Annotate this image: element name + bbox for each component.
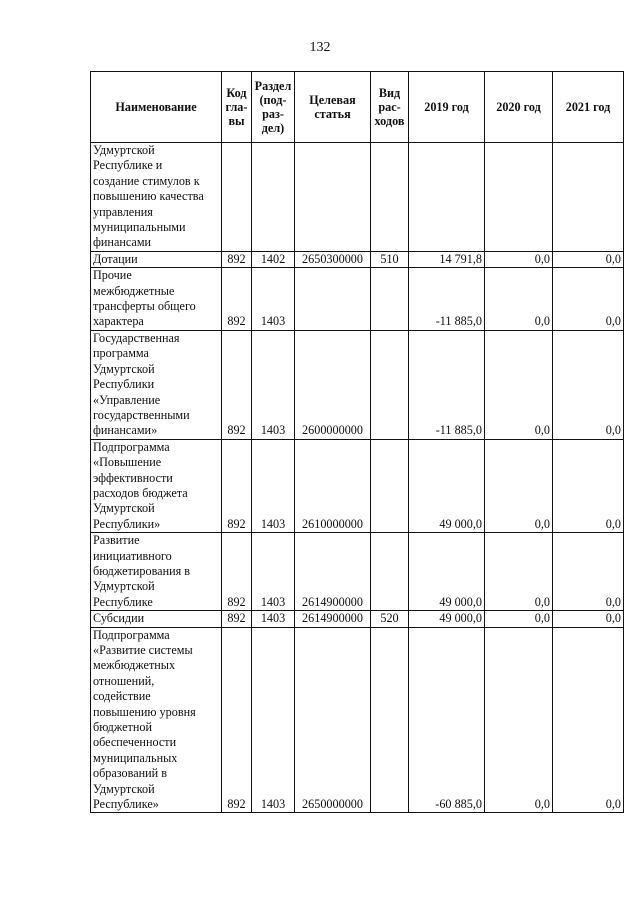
- row-section: 1403: [252, 268, 295, 331]
- row-value-2019: 49 000,0: [409, 611, 485, 627]
- row-chapter-code: 892: [222, 611, 252, 627]
- header-year-2021: 2021 год: [553, 72, 624, 143]
- row-chapter-code: 892: [222, 330, 252, 439]
- row-value-2020: 0,0: [485, 627, 553, 813]
- row-target-article: 2614900000: [295, 533, 371, 611]
- row-chapter-code: 892: [222, 251, 252, 267]
- row-expense-type: [371, 627, 409, 813]
- row-value-2021: 0,0: [553, 268, 624, 331]
- budget-table: [90, 71, 624, 813]
- row-chapter-code: 892: [222, 268, 252, 331]
- row-value-2020: [485, 143, 553, 252]
- row-target-article: 2650000000: [295, 627, 371, 813]
- row-target-article: 2650300000: [295, 251, 371, 267]
- table-row: [91, 611, 624, 627]
- row-name: Субсидии: [91, 611, 222, 627]
- row-value-2020: 0,0: [485, 251, 553, 267]
- row-expense-type: [371, 439, 409, 532]
- row-chapter-code: 892: [222, 533, 252, 611]
- row-name: Развитие инициативного бюджетирования в Удмуртской Республике: [91, 533, 222, 611]
- header-year-2020: 2020 год: [485, 72, 553, 143]
- row-value-2020: 0,0: [485, 533, 553, 611]
- row-name: Подпрограмма «Развитие системы межбюджетных отношений, содействие повышению уровня бюджетной обеспеченности муниципальных образований в Удмуртской Республике»: [91, 627, 222, 813]
- row-value-2020: 0,0: [485, 268, 553, 331]
- row-section: 1403: [252, 533, 295, 611]
- row-value-2019: 14 791,8: [409, 251, 485, 267]
- row-name: Государственная программа Удмуртской Республики «Управление государственными финансами»: [91, 330, 222, 439]
- table-row: [91, 143, 624, 252]
- header-section: Раздел (под- раз- дел): [252, 72, 295, 143]
- row-target-article: [295, 143, 371, 252]
- row-section: 1403: [252, 611, 295, 627]
- row-expense-type: 510: [371, 251, 409, 267]
- row-target-article: [295, 268, 371, 331]
- row-chapter-code: [222, 143, 252, 252]
- row-value-2019: 49 000,0: [409, 533, 485, 611]
- row-value-2021: 0,0: [553, 330, 624, 439]
- row-target-article: 2614900000: [295, 611, 371, 627]
- row-value-2019: 49 000,0: [409, 439, 485, 532]
- row-chapter-code: 892: [222, 439, 252, 532]
- row-section: 1402: [252, 251, 295, 267]
- table-row: [91, 251, 624, 267]
- row-expense-type: [371, 268, 409, 331]
- row-section: 1403: [252, 439, 295, 532]
- row-expense-type: [371, 330, 409, 439]
- table-row: [91, 533, 624, 611]
- header-target-article: Целевая статья: [295, 72, 371, 143]
- row-value-2020: 0,0: [485, 611, 553, 627]
- row-expense-type: 520: [371, 611, 409, 627]
- header-year-2019: 2019 год: [409, 72, 485, 143]
- table-row: [91, 627, 624, 813]
- row-value-2021: [553, 143, 624, 252]
- row-expense-type: [371, 143, 409, 252]
- table-row: [91, 330, 624, 439]
- row-target-article: 2600000000: [295, 330, 371, 439]
- row-section: 1403: [252, 330, 295, 439]
- row-name: Прочие межбюджетные трансферты общего характера: [91, 268, 222, 331]
- table-row: [91, 268, 624, 331]
- row-value-2021: 0,0: [553, 627, 624, 813]
- row-chapter-code: 892: [222, 627, 252, 813]
- row-section: [252, 143, 295, 252]
- row-name: Удмуртской Республике и создание стимулов к повышению качества управления муниципальными финансами: [91, 143, 222, 252]
- row-section: 1403: [252, 627, 295, 813]
- header-row: [91, 72, 624, 143]
- row-value-2019: -60 885,0: [409, 627, 485, 813]
- row-value-2021: 0,0: [553, 439, 624, 532]
- page-number: 132: [309, 40, 331, 55]
- header-name: Наименование: [91, 72, 222, 143]
- row-value-2021: 0,0: [553, 611, 624, 627]
- header-chapter-code: Код гла- вы: [222, 72, 252, 143]
- row-name: Подпрограмма «Повышение эффективности расходов бюджета Удмуртской Республики»: [91, 439, 222, 532]
- row-value-2019: -11 885,0: [409, 268, 485, 331]
- row-target-article: 2610000000: [295, 439, 371, 532]
- row-value-2021: 0,0: [553, 251, 624, 267]
- row-expense-type: [371, 533, 409, 611]
- row-value-2019: [409, 143, 485, 252]
- row-value-2021: 0,0: [553, 533, 624, 611]
- table-row: [91, 439, 624, 532]
- row-value-2020: 0,0: [485, 330, 553, 439]
- row-name: Дотации: [91, 251, 222, 267]
- row-value-2020: 0,0: [485, 439, 553, 532]
- header-expense-type: Вид рас- ходов: [371, 72, 409, 143]
- row-value-2019: -11 885,0: [409, 330, 485, 439]
